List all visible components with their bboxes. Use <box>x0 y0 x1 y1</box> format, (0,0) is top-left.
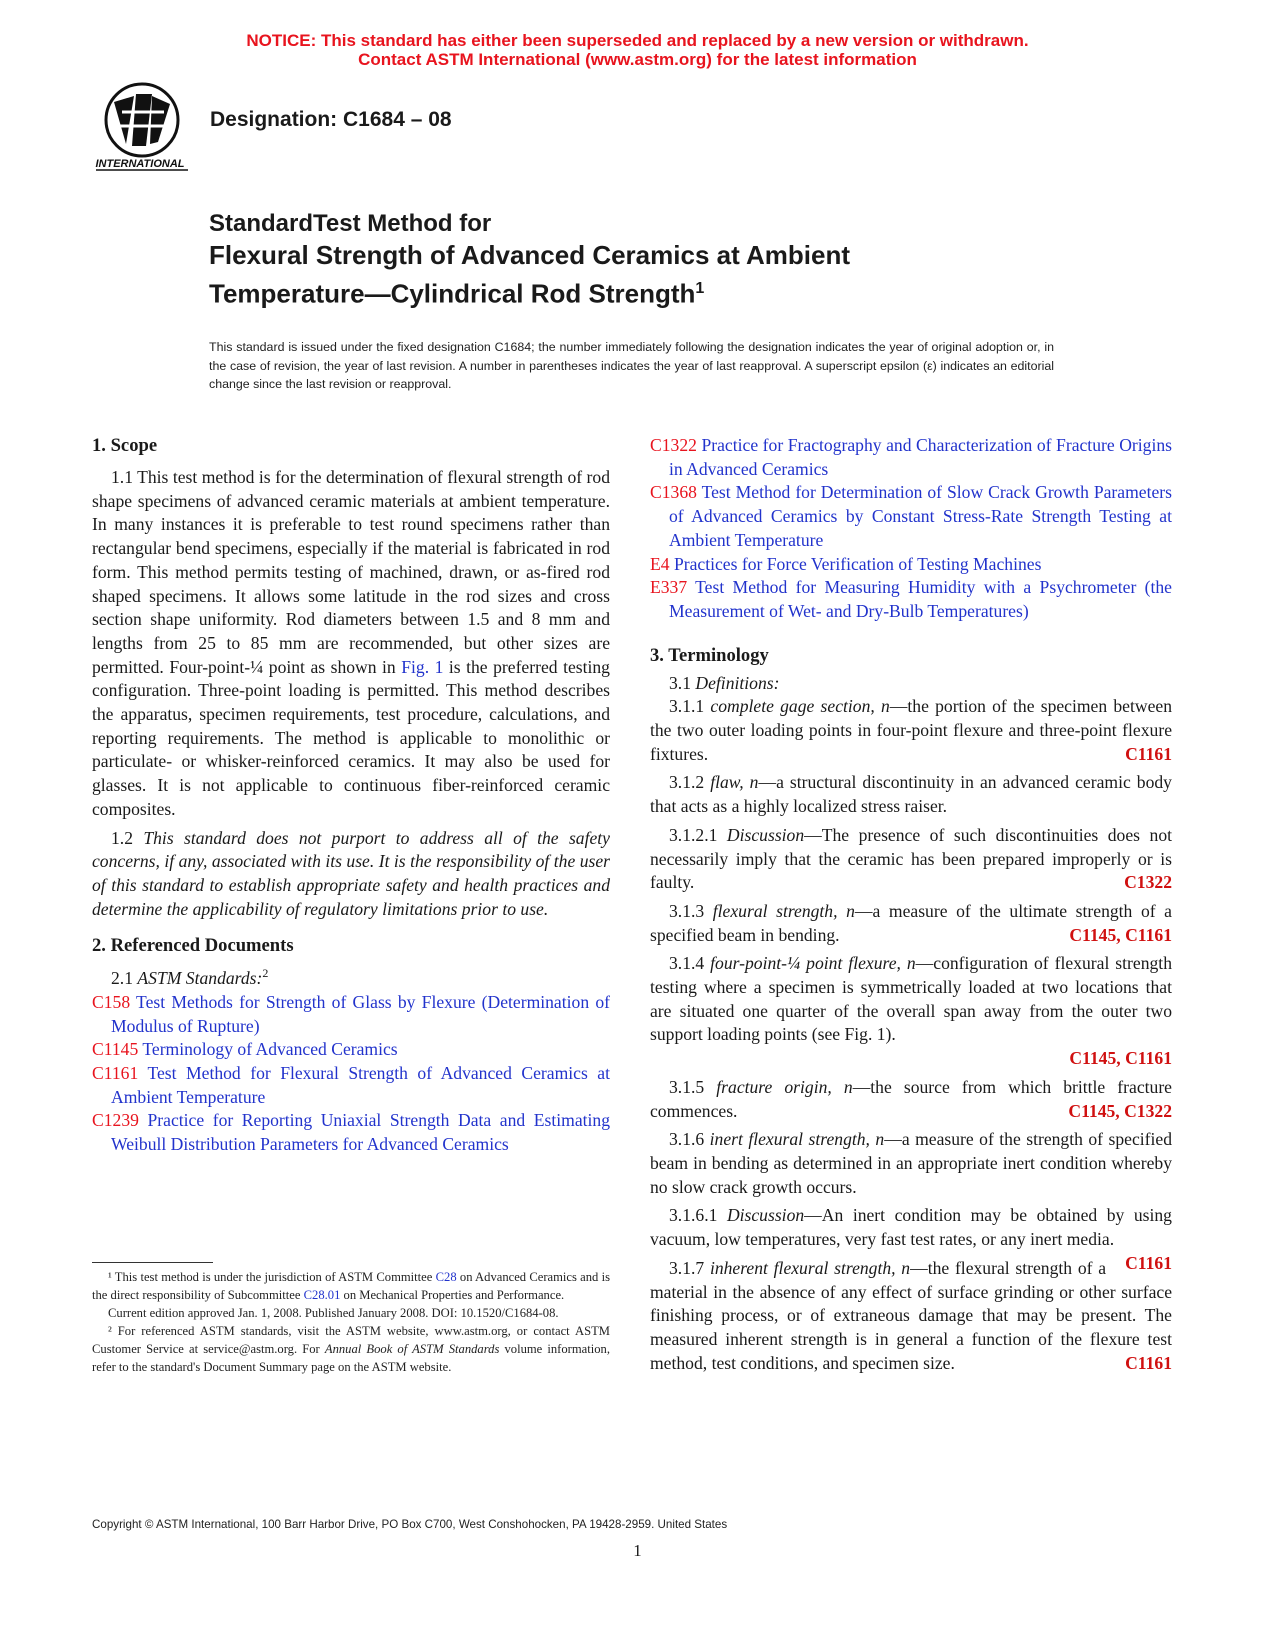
footnote-1: ¹ This test method is under the jurisdiction of ASTM Committee C28 on Advanced Ceramics and is the direct responsibility of Subcommittee C28.01 on Mechanical Properties and Performance. <box>92 1270 611 1302</box>
right-column <box>650 434 1172 1375</box>
title-line-2: Flexural Strength of Advanced Ceramics at Ambient <box>209 240 850 270</box>
terminology-heading: 3. Terminology <box>650 644 769 666</box>
c28-link[interactable]: C28 <box>435 1270 457 1284</box>
scope-heading: 1. Scope <box>92 435 158 456</box>
issued-note: This standard is issued under the fixed designation C1684; the number immediately following the designation indicates the year of original adoption or, in the case of revision, the year of last revision. A number in parentheses indicates the year of last reapproval. A superscript epsilon (ε) indicates an editorial change since the last revision or reapproval. <box>209 340 1054 391</box>
def-3-1-7: 3.1.7 inherent flexural strength, n—the flexural strength of a material in the absence of any effect of surface grinding or other surface finishing process, or of extraneous damage that may be present. The measured inherent strength is in general a function of the flexure test method, test conditions, and specimen size. C1161 <box>650 1257 1172 1376</box>
scope-1-2: 1.2 This standard does not purport to address all of the safety concerns, if any, associated with its use. It is the responsibility of the user of this standard to establish appropriate safety and health practices and determine the applicability of regulatory limitations prior to use. <box>92 827 610 919</box>
def-ref[interactable]: C1161 <box>1125 1352 1172 1373</box>
notice-line-2: Contact ASTM International (www.astm.org) for the latest information <box>358 50 917 69</box>
ref-c1239[interactable]: C1239 Practice for Reporting Uniaxial Strength Data and Estimating Weibull Distribution Parameters for Advanced Ceramics <box>92 1110 610 1155</box>
footnotes <box>92 1268 610 1376</box>
def-3-1-4: 3.1.4 four-point-¼ point flexure, n—configuration of flexural strength testing where a specimen is symmetrically loaded at two locations that are situated one quarter of the overall span away from the outer two support loading points (see Fig. 1). <box>650 953 1172 1045</box>
footnote-2: ² For referenced ASTM standards, visit the ASTM website, www.astm.org, or contact ASTM Customer Service at service@astm.org. For Annual Book of ASTM Standards volume information, refer to the standard's Document Summary page on the ASTM website. <box>92 1324 610 1374</box>
c28-01-link[interactable]: C28.01 <box>303 1288 341 1302</box>
def-3-1-3: 3.1.3 flexural strength, n—a measure of the ultimate strength of a specified beam in bending. C1145, C1161 <box>650 900 1172 947</box>
def-3-1-6-1: 3.1.6.1 Discussion—An inert condition may be obtained by using vacuum, low temperatures, very fast test rates, or any inert media. C1161 <box>650 1204 1172 1251</box>
scope-1-1: 1.1 This test method is for the determination of flexural strength of rod shape specimens of advanced ceramic materials at ambient temperature. In many instances it is preferable to test round specimens rather than rectangular bend specimens, especially if the material is fabricated in rod form. This method permits testing of machined, drawn, or as-fired rod shaped specimens. It allows some latitude in the rod sizes and cross section shape uniformity. Rod diameters between 1.5 and 8 mm and lengths from 25 to 85 mm are recommended, but other sizes are permitted. Four-point-¼ point as shown in Fig. 1 is the preferred testing configuration. Three-point loading is permitted. This method describes the apparatus, specimen requirements, test procedure, calculations, and reporting requirements. The method is applicable to monolithic or particulate- or whisker-reinforced ceramics. It may also be used for glasses. It is not applicable to continuous fiber-reinforced ceramic composites. <box>92 467 610 819</box>
def-ref[interactable]: C1161 <box>1125 1252 1172 1273</box>
def-3-1-6: 3.1.6 inert flexural strength, n—a measure of the strength of specified beam in bending as determined in an appropriate inert condition whereby no slow crack growth occurs. <box>650 1129 1173 1197</box>
notice-line-1: NOTICE: This standard has either been superseded and replaced by a new version or withdrawn. <box>246 31 1029 50</box>
logo-text: INTERNATIONAL <box>95 158 185 170</box>
astm-logo-icon <box>92 82 196 174</box>
def-ref[interactable]: C1145, C1322 <box>1068 1100 1172 1121</box>
ref-c1145[interactable]: C1145 Terminology of Advanced Ceramics <box>92 1039 398 1060</box>
referenced-heading: 2. Referenced Documents <box>92 935 294 957</box>
page-number: 1 <box>633 1541 642 1560</box>
def-3-1-5: 3.1.5 fracture origin, n—the source from which brittle fracture commences. C1145, C1322 <box>650 1076 1172 1123</box>
left-column <box>92 434 610 1157</box>
ref-c158[interactable]: C158 Test Methods for Strength of Glass by Flexure (Determination of Modulus of Rupture) <box>92 991 610 1036</box>
definitions-label: 3.1 Definitions: <box>669 672 780 693</box>
ref-c1368[interactable]: C1368 Test Method for Determination of Slow Crack Growth Parameters of Advanced Ceramics by Constant Stress-Rate Strength Testing at Ambient Temperature <box>650 482 1172 550</box>
ref-e337[interactable]: E337 Test Method for Measuring Humidity with a Psychrometer (the Measurement of Wet- and Dry-Bulb Temperatures) <box>650 577 1172 621</box>
def-3-1-2: 3.1.2 flaw, n—a structural discontinuity in an advanced ceramic body that acts as a highly localized stress raiser. <box>650 772 1172 817</box>
fig1-link[interactable]: Fig. 1 <box>401 656 444 677</box>
ref-c1161[interactable]: C1161 Test Method for Flexural Strength of Advanced Ceramics at Ambient Temperature <box>92 1063 610 1107</box>
document-title <box>209 209 850 311</box>
ref-e4[interactable]: E4 Practices for Force Verification of Testing Machines <box>650 553 1042 574</box>
title-footnote-mark: 1 <box>695 280 705 297</box>
def-ref[interactable]: C1145, C1161 <box>1069 924 1172 945</box>
withdrawal-notice <box>0 31 1275 69</box>
astm-standards-label: 2.1 ASTM Standards:$^2$ <box>111 966 269 989</box>
ref-c1322[interactable]: C1322 Practice for Fractography and Characterization of Fracture Origins in Advanced Ceramics <box>650 435 1172 479</box>
def-ref[interactable]: C1161 <box>1125 743 1172 764</box>
copyright: Copyright © ASTM International, 100 Barr Harbor Drive, PO Box C700, West Conshohocken, PA 19428-2959. United States <box>92 1518 728 1531</box>
def-ref[interactable]: C1145, C1161 <box>1069 1048 1172 1069</box>
astm-logo <box>92 82 196 174</box>
def-3-1-2-1: 3.1.2.1 Discussion—The presence of such discontinuities does not necessarily imply that the ceramic has been prepared improperly or is faulty. C1322 <box>650 824 1172 895</box>
footnote-edition: Current edition approved Jan. 1, 2008. Published January 2008. DOI: 10.1520/C1684-08. <box>108 1306 559 1320</box>
def-3-1-1: 3.1.1 complete gage section, n—the portion of the specimen between the two outer loading points in four-point flexure and three-point flexure fixtures. C1161 <box>650 695 1172 766</box>
footnote-divider <box>92 1262 213 1263</box>
title-line-1: StandardTest Method for <box>209 210 492 237</box>
def-ref[interactable]: C1322 <box>1124 872 1172 893</box>
designation: Designation: C1684 – 08 <box>210 108 452 131</box>
title-line-3: Temperature—Cylindrical Rod Strength$^1$ <box>209 278 705 309</box>
